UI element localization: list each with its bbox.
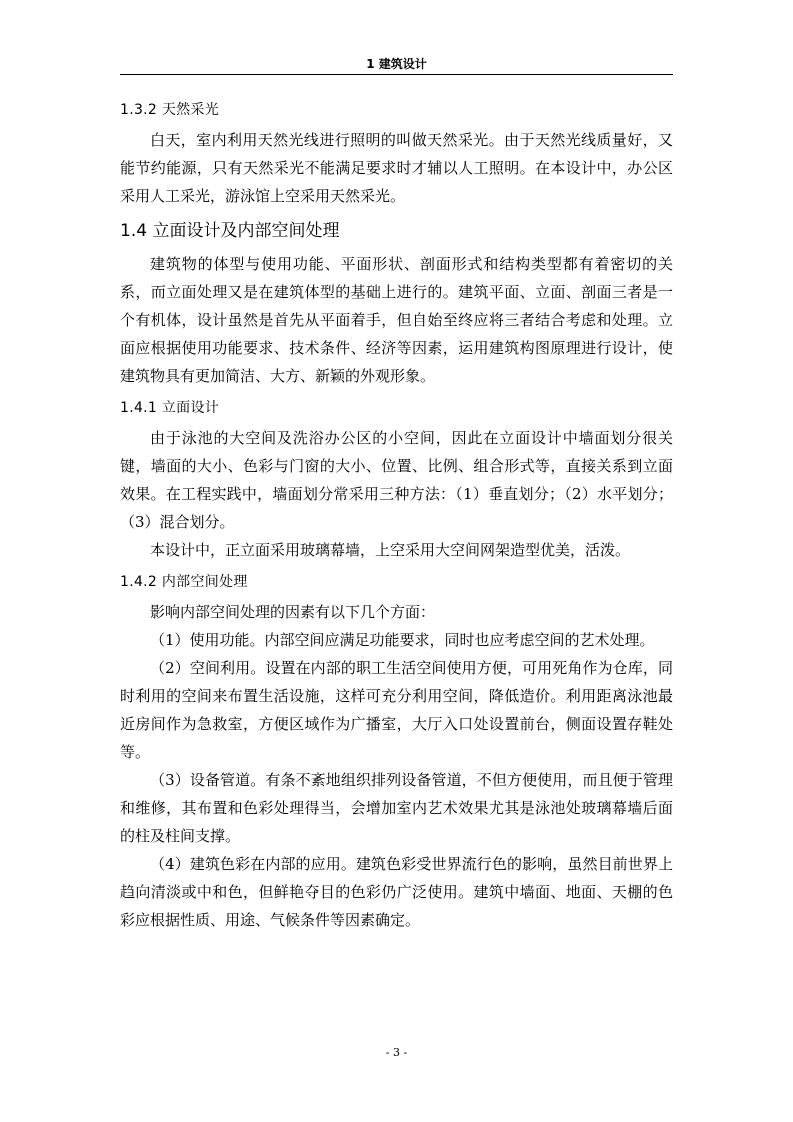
heading-1-3-2: 1.3.2 天然采光 bbox=[120, 102, 220, 118]
paragraph: 影响内部空间处理的因素有以下几个方面： bbox=[150, 603, 436, 621]
paragraph: 由于泳池的大空间及洗浴办公区的小空间，因此在立面设计中墙面划分很关键，墙面的大小、色彩与门窗的大小、位置、比例、组合形式等，直接关系到立面效果。在工程实践中，墙面划分常采用三种方法：（1）垂直划分；（2）水平划分；（3）混合划分。 bbox=[120, 429, 673, 531]
heading-1-4-1: 1.4.1 立面设计 bbox=[120, 400, 220, 416]
heading-1-4: 1.4 立面设计及内部空间处理 bbox=[120, 221, 340, 241]
paragraph: 建筑物的体型与使用功能、平面形状、剖面形式和结构类型都有着密切的关系，而立面处理又是在建筑体型的基础上进行的。建筑平面、立面、剖面三者是一个有机体，设计虽然是首先从平面着手，但自始至终应将三者结合考虑和处理。立面应根据使用功能要求、技术条件、经济等因素，运用建筑构图原理进行设计，使建筑物具有更加简洁、大方、新颖的外观形象。 bbox=[120, 255, 673, 385]
running-header: 1 建筑设计 bbox=[366, 57, 427, 71]
paragraph: 本设计中，正立面采用玻璃幕墙，上空采用大空间网架造型优美，活泼。 bbox=[150, 541, 631, 559]
paragraph: （4）建筑色彩在内部的应用。建筑色彩受世界流行色的影响，虽然目前世界上趋向清淡或中和色，但鲜艳夺目的色彩仍广泛使用。建筑中墙面、地面、天棚的色彩应根据性质、用途、气候条件等因素确定。 bbox=[120, 855, 673, 929]
page-number: - 3 - bbox=[385, 1046, 408, 1059]
page-body bbox=[120, 100, 673, 934]
heading-1-4-2: 1.4.2 内部空间处理 bbox=[120, 574, 248, 590]
header-rule bbox=[120, 74, 673, 75]
paragraph: 白天，室内利用天然光线进行照明的叫做天然采光。由于天然光线质量好，又能节约能源，只有天然采光不能满足要求时才辅以人工照明。在本设计中，办公区采用人工采光，游泳馆上空采用天然采光。 bbox=[120, 131, 673, 205]
paragraph: （3）设备管道。有条不紊地组织排列设备管道，不但方便使用，而且便于管理和维修，其布置和色彩处理得当，会增加室内艺术效果尤其是泳池处玻璃幕墙后面的柱及柱间支撑。 bbox=[120, 771, 673, 845]
paragraph: （1）使用功能。内部空间应满足功能要求，同时也应考虑空间的艺术处理。 bbox=[150, 631, 655, 649]
paragraph: （2）空间利用。设置在内部的职工生活空间使用方便，可用死角作为仓库，同时利用的空间来布置生活设施，这样可充分利用空间，降低造价。利用距离泳池最近房间作为急救室，方便区域作为广播室，大厅入口处设置前台，侧面设置存鞋处等。 bbox=[120, 659, 673, 761]
